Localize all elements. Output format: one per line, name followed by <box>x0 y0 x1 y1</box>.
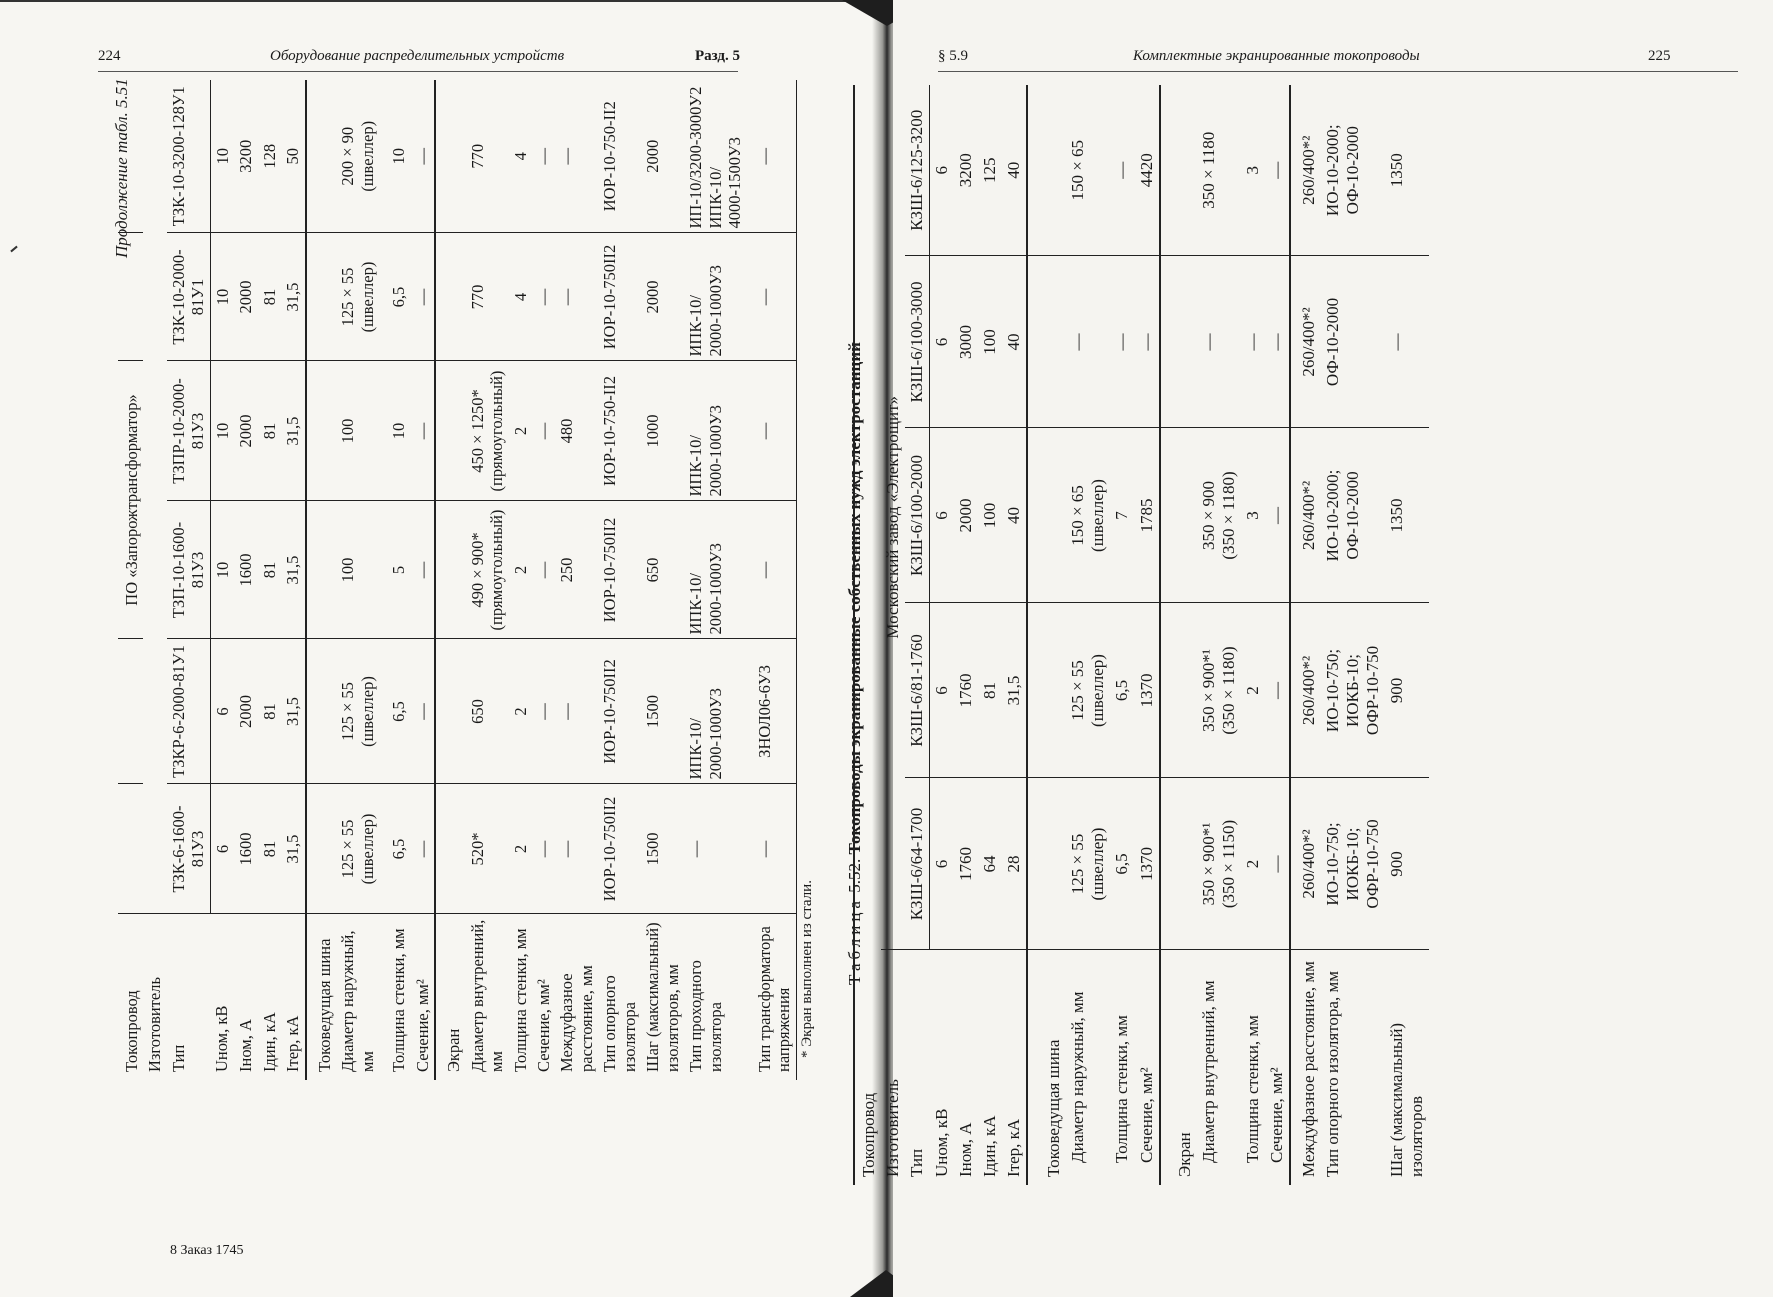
table-row <box>1002 85 1027 1185</box>
cell: 125 <box>978 85 1002 256</box>
type-cell: ТЗП-10-1600-81У3 <box>167 501 210 639</box>
cell: 10 <box>379 80 410 233</box>
cell: — <box>1066 256 1110 428</box>
cell: 128 <box>258 80 281 233</box>
cell: 1370 <box>1135 778 1160 950</box>
cell: 350 × 900*¹ (350 × 1150) <box>1197 778 1241 950</box>
cell: — <box>411 784 435 914</box>
right-running-title: Комплектные экранированные токопроводы <box>1133 48 1420 64</box>
type-cell: КЗШ-6/81-1760 <box>905 603 930 778</box>
table-row <box>1066 85 1110 1185</box>
table-row <box>509 80 532 1080</box>
table-row <box>905 85 930 1185</box>
table-row <box>641 80 684 1080</box>
right-head-rule <box>938 71 1738 72</box>
row-label: Токопровод <box>122 990 141 1072</box>
table-row <box>258 80 281 1080</box>
left-page <box>0 0 880 1297</box>
manufacturer-header: ПО «Запорожтрансформатор» <box>118 361 143 639</box>
cell: 6,5 <box>1110 778 1134 950</box>
table-row <box>1160 85 1197 1185</box>
cell: — <box>555 233 598 361</box>
cell: 100 <box>978 256 1002 428</box>
row-label: Iдин, кА <box>980 1115 1000 1177</box>
cell: — <box>1241 256 1265 428</box>
right-page <box>845 0 1773 1297</box>
cell: 1600 <box>234 501 257 639</box>
row-label: Диаметр наружный, мм <box>1068 991 1088 1163</box>
cell: — <box>747 784 796 914</box>
row-label: Uном, кВ <box>931 1108 951 1177</box>
cell: 350 × 1180 <box>1197 85 1241 256</box>
cell: 6 <box>930 603 955 778</box>
row-label: Сечение, мм² <box>1266 1067 1286 1163</box>
table-row <box>555 80 598 1080</box>
cell: 1760 <box>954 603 978 778</box>
table-row <box>1135 85 1160 1185</box>
cell: 2 <box>509 639 532 784</box>
table-row <box>881 85 905 1185</box>
cell: 40 <box>1002 256 1027 428</box>
cell: ЗНОЛ06-6У3 <box>747 639 796 784</box>
table-row <box>954 85 978 1185</box>
table-row <box>598 80 641 1080</box>
cell: — <box>747 80 796 233</box>
cell: ИО-10-2000; ОФ-10-2000 <box>1321 428 1385 603</box>
cell: — <box>411 80 435 233</box>
cell: ИОР-10-750-II2 <box>598 80 641 233</box>
type-cell: КЗШ-6/125-3200 <box>905 85 930 256</box>
type-cell: КЗШ-6/64-1700 <box>905 778 930 950</box>
cell: 1370 <box>1135 603 1160 778</box>
cell: — <box>1197 256 1241 428</box>
cell: — <box>1385 256 1429 428</box>
row-label: Толщина стенки, мм <box>1242 1015 1262 1163</box>
cell: 31,5 <box>281 784 305 914</box>
cell: 450 × 1250* (прямоугольный) <box>466 361 509 501</box>
cell: — <box>555 639 598 784</box>
row-label: Тип опорного изолятора <box>600 975 639 1072</box>
cell: — <box>411 233 435 361</box>
table-row <box>1241 85 1265 1185</box>
cell: 100 <box>336 361 379 501</box>
cell: ИПК-10/ 2000-1000У3 <box>684 233 746 361</box>
cell: 2000 <box>641 80 684 233</box>
cell: ИПК-10/ 2000-1000У3 <box>684 361 746 501</box>
cell: 3000 <box>954 256 978 428</box>
cell: 31,5 <box>281 361 305 501</box>
table-row <box>336 80 379 1080</box>
cell: 260/400*² <box>1290 428 1321 603</box>
cell: — <box>1265 778 1290 950</box>
table-row <box>978 85 1002 1185</box>
left-page-number: 224 <box>98 48 121 64</box>
table-row <box>306 80 336 1080</box>
cell: ИП-10/3200-3000У2 ИПК-10/ 4000-1500У3 <box>684 80 746 233</box>
continuation-label: Продолжение табл. 5.51 <box>112 78 131 258</box>
cell: 1760 <box>954 778 978 950</box>
type-cell: ТЗПР-10-2000-81У3 <box>167 361 210 501</box>
cell: 1500 <box>641 784 684 914</box>
table-row <box>210 80 234 1080</box>
row-label: Диаметр внутренний, мм <box>467 919 507 1072</box>
cell: 2000 <box>954 428 978 603</box>
cell: 1350 <box>1385 428 1429 603</box>
table-row <box>1265 85 1290 1185</box>
cell: — <box>747 361 796 501</box>
cell: 81 <box>258 784 281 914</box>
table-5-52 <box>853 85 1429 1185</box>
manufacturer-header: Московский завод «Электрощит» <box>881 85 905 950</box>
row-label: Диаметр внутренний, мм <box>1198 980 1218 1163</box>
cell: 10 <box>379 361 410 501</box>
cell: 81 <box>258 361 281 501</box>
row-label: Толщина стенки, мм <box>1112 1015 1132 1163</box>
row-label: Тип <box>168 1044 188 1072</box>
cell: 31,5 <box>281 501 305 639</box>
left-running-title: Оборудование распределительных устройств <box>270 48 565 64</box>
right-section-number: § 5.9 <box>938 48 968 64</box>
table-row <box>379 80 410 1080</box>
row-label: Междуфазное расстояние, мм <box>1290 950 1321 1185</box>
row-label: Сечение, мм² <box>412 979 432 1072</box>
cell: 5 <box>379 501 410 639</box>
row-label: Экран <box>435 914 465 1080</box>
row-label: Тип проходного изолятора <box>686 960 725 1072</box>
row-label: Сечение, мм² <box>533 979 553 1072</box>
cell: 64 <box>978 778 1002 950</box>
cell: — <box>1265 428 1290 603</box>
cell: 650 <box>466 639 509 784</box>
cell: 125 × 55 (швеллер) <box>1066 778 1110 950</box>
type-cell: ТЗК-6-1600-81У3 <box>167 784 210 914</box>
cell: 2000 <box>234 639 257 784</box>
table-row <box>747 80 796 1080</box>
row-label: Экран <box>1160 950 1197 1185</box>
cell: 81 <box>258 501 281 639</box>
row-label: Тип опорного изолятора, мм <box>1322 971 1342 1177</box>
cell: 81 <box>258 233 281 361</box>
cell: 125 × 55 (швеллер) <box>1066 603 1110 778</box>
cell: ИОР-10-750II2 <box>598 784 641 914</box>
cell: — <box>555 80 598 233</box>
footnote: * Экран выполнен из стали. <box>798 880 815 1058</box>
table-row <box>411 80 435 1080</box>
table-row <box>435 80 465 1080</box>
row-label: Изготовитель <box>883 1079 903 1177</box>
cell: — <box>532 501 555 639</box>
cell: — <box>1135 256 1160 428</box>
type-cell: ТЗК-10-3200-128У1 <box>167 80 210 233</box>
table-row <box>1027 85 1066 1185</box>
table-row <box>167 80 210 1080</box>
cell: 10 <box>210 501 234 639</box>
table-row <box>281 80 305 1080</box>
row-label: Толщина стенки, мм <box>389 928 409 1072</box>
cell: 3200 <box>954 85 978 256</box>
table-caption: Таблица 5.52. Токопроводы экранированные собственных нужд электростанций <box>845 342 864 985</box>
cell: — <box>532 639 555 784</box>
cell: — <box>1265 85 1290 256</box>
cell: ИО-10-750; ИОКБ-10; ОФР-10-750 <box>1321 778 1385 950</box>
cell: — <box>1265 256 1290 428</box>
cell: — <box>684 784 746 914</box>
cell: ИОР-10-750II2 <box>598 233 641 361</box>
cell: 10 <box>210 80 234 233</box>
table-row <box>466 80 509 1080</box>
cell: 2000 <box>234 361 257 501</box>
cell: 6 <box>210 639 234 784</box>
table-row <box>796 80 818 1080</box>
cell: 350 × 900*¹ (350 × 1180) <box>1197 603 1241 778</box>
cell: 650 <box>641 501 684 639</box>
cell: 480 <box>555 361 598 501</box>
cell: ИОР-10-750II2 <box>598 639 641 784</box>
right-page-number: 225 <box>1648 48 1671 64</box>
row-label: Iдин, кА <box>259 1012 279 1072</box>
row-label: Токоведущая шина <box>306 914 336 1080</box>
table-row <box>854 85 881 1185</box>
cell: 31,5 <box>1002 603 1027 778</box>
table-5-51 <box>118 80 818 1080</box>
cell: ИО-10-750; ИОКБ-10; ОФР-10-750 <box>1321 603 1385 778</box>
cell: — <box>532 784 555 914</box>
cell: — <box>532 80 555 233</box>
cell: 7 <box>1110 428 1134 603</box>
cell: — <box>411 361 435 501</box>
cell: 40 <box>1002 428 1027 603</box>
type-cell: ТЗКР-6-2000-81У1 <box>167 639 210 784</box>
cell: — <box>411 639 435 784</box>
table-row <box>234 80 257 1080</box>
cell: 10 <box>210 233 234 361</box>
cell: 260/400*² <box>1290 85 1321 256</box>
cell: 1500 <box>641 639 684 784</box>
row-label: Толщина стенки, мм <box>510 928 530 1072</box>
row-label: Iном, А <box>956 1122 976 1177</box>
cell: 2000 <box>641 233 684 361</box>
cell: 490 × 900* (прямоугольный) <box>466 501 509 639</box>
table-row <box>1110 85 1134 1185</box>
row-label: Iтер, кА <box>283 1015 303 1072</box>
cell: 200 × 90 (швеллер) <box>336 80 379 233</box>
cell: ИО-10-2000; ОФ-10-2000 <box>1321 85 1385 256</box>
table-row <box>1290 85 1321 1185</box>
cell: 3 <box>1241 85 1265 256</box>
cell: 260/400*² <box>1290 778 1321 950</box>
cell: 520* <box>466 784 509 914</box>
cell: — <box>532 233 555 361</box>
row-label: Диаметр наружный, мм <box>338 930 377 1072</box>
table-row <box>930 85 955 1185</box>
cell: 6 <box>930 256 955 428</box>
cell: 6 <box>930 778 955 950</box>
cell: 2000 <box>234 233 257 361</box>
cell: 900 <box>1385 603 1429 778</box>
cell: 2 <box>509 361 532 501</box>
cell: ИПК-10/ 2000-1000У3 <box>684 501 746 639</box>
cell: 125 × 55 (швеллер) <box>336 639 379 784</box>
row-label: Uном, кВ <box>212 1005 232 1072</box>
row-label: Тип трансформатора напряжения <box>747 914 796 1080</box>
cell: 3 <box>1241 428 1265 603</box>
row-label: Шаг (максимальный) изоляторов <box>1386 1022 1427 1177</box>
cell: — <box>532 361 555 501</box>
table-row <box>1321 85 1385 1185</box>
table-row <box>1385 85 1429 1185</box>
cell: 2 <box>1241 603 1265 778</box>
cell: 4 <box>509 233 532 361</box>
type-cell: ТЗК-10-2000-81У1 <box>167 233 210 361</box>
cell: 6,5 <box>379 639 410 784</box>
cell: ИПК-10/ 2000-1000У3 <box>684 639 746 784</box>
cell: — <box>747 233 796 361</box>
table-row <box>143 80 166 1080</box>
cell: 2 <box>509 784 532 914</box>
cell: 100 <box>978 428 1002 603</box>
cell: — <box>1265 603 1290 778</box>
cell: 100 <box>336 501 379 639</box>
left-section-label: Разд. 5 <box>695 48 741 64</box>
cell: 1785 <box>1135 428 1160 603</box>
cell: 31,5 <box>281 233 305 361</box>
cell: 260/400*² <box>1290 256 1321 428</box>
cell: 250 <box>555 501 598 639</box>
cell: 2 <box>1241 778 1265 950</box>
cell: — <box>555 784 598 914</box>
cell: 6 <box>930 428 955 603</box>
cell: 770 <box>466 80 509 233</box>
table-row <box>1197 85 1241 1185</box>
cell: — <box>411 501 435 639</box>
cell: 900 <box>1385 778 1429 950</box>
row-label: Iном, А <box>236 1019 256 1072</box>
cell: 6,5 <box>379 233 410 361</box>
cell: 40 <box>1002 85 1027 256</box>
top-rule <box>0 0 875 2</box>
cell: 350 × 900 (350 × 1180) <box>1197 428 1241 603</box>
cell: ОФ-10-2000 <box>1321 256 1385 428</box>
cell: — <box>747 501 796 639</box>
cell: 1000 <box>641 361 684 501</box>
table-row <box>118 80 143 1080</box>
table-row <box>684 80 746 1080</box>
table-row <box>532 80 555 1080</box>
cell: 3200 <box>234 80 257 233</box>
cell: — <box>1110 256 1134 428</box>
cell: 260/400*² <box>1290 603 1321 778</box>
row-label: Шаг (максимальный) изоляторов, мм <box>643 922 682 1072</box>
cell: ИОР-10-750II2 <box>598 501 641 639</box>
cell: 2 <box>509 501 532 639</box>
pen-mark <box>10 246 17 253</box>
cell: 50 <box>281 80 305 233</box>
cell: 6 <box>930 85 955 256</box>
cell: 81 <box>258 639 281 784</box>
cell: 6,5 <box>379 784 410 914</box>
row-label: Междуфазное расстояние, мм <box>557 965 596 1072</box>
cell: 1350 <box>1385 85 1429 256</box>
cell: 770 <box>466 233 509 361</box>
row-label: Изготовитель <box>145 977 165 1072</box>
row-label: Тип <box>907 1148 927 1177</box>
cell: 125 × 55 (швеллер) <box>336 784 379 914</box>
cell: 28 <box>1002 778 1027 950</box>
cell: 4 <box>509 80 532 233</box>
cell: 10 <box>210 361 234 501</box>
type-cell: КЗШ-6/100-2000 <box>905 428 930 603</box>
cell: 125 × 55 (швеллер) <box>336 233 379 361</box>
cell: 31,5 <box>281 639 305 784</box>
row-label: Сечение, мм² <box>1136 1067 1156 1163</box>
cell: 81 <box>978 603 1002 778</box>
row-label: Iтер, кА <box>1004 1118 1024 1177</box>
cell: 6,5 <box>1110 603 1134 778</box>
page-footer: 8 Заказ 1745 <box>170 1243 244 1258</box>
row-label: Токоведущая шина <box>1027 950 1066 1185</box>
cell: 150 × 65 <box>1066 85 1110 256</box>
row-label: Токопровод <box>854 950 881 1185</box>
type-cell: КЗШ-6/100-3000 <box>905 256 930 428</box>
cell: 150 × 65 (швеллер) <box>1066 428 1110 603</box>
left-head-rule <box>98 71 738 72</box>
cell: 6 <box>210 784 234 914</box>
cell: 1600 <box>234 784 257 914</box>
cell: 4420 <box>1135 85 1160 256</box>
cell: ИОР-10-750-II2 <box>598 361 641 501</box>
cell: — <box>1110 85 1134 256</box>
